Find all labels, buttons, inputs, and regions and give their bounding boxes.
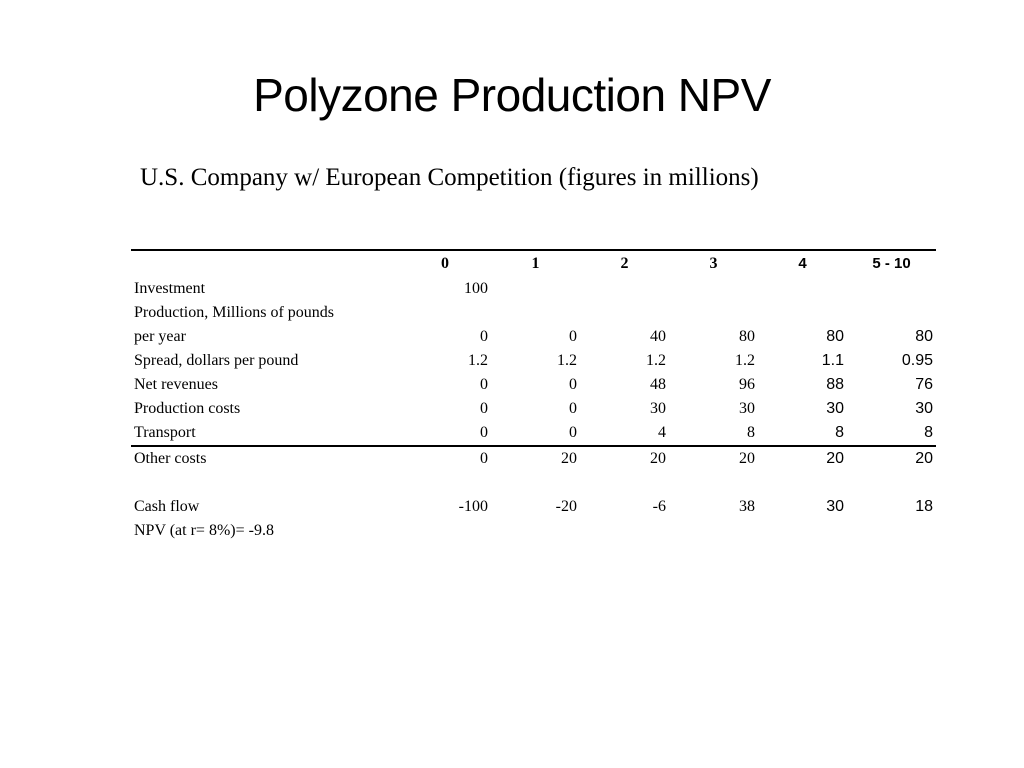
table-row (131, 446, 936, 471)
cell-value (399, 301, 491, 325)
table-row (131, 495, 936, 519)
cell-value: 30 (915, 400, 933, 417)
cell-value: 40 (650, 328, 666, 345)
table-row (131, 373, 936, 397)
row-label: Other costs (134, 450, 207, 467)
cell-value: 0 (569, 376, 577, 393)
row-label: Investment (134, 280, 206, 297)
cell-value: 38 (739, 498, 755, 515)
cell-value: 1.2 (646, 352, 666, 369)
table-row (131, 325, 936, 349)
row-label: Transport (131, 421, 399, 446)
row-label: Net revenues (134, 376, 218, 393)
cell-value: 8 (669, 421, 758, 446)
cell-value: 20 (915, 450, 933, 467)
cell-value: 8 (847, 421, 936, 446)
cell-value: 30 (826, 498, 844, 515)
cell-value (491, 277, 580, 301)
row-label: Cash flow (134, 498, 200, 515)
cell-value: 1.2 (735, 352, 755, 369)
cell-value: 88 (826, 376, 844, 393)
cell-value: 20 (826, 450, 844, 467)
cell-value (847, 277, 936, 301)
cell-value: 0 (399, 421, 491, 446)
cell-value: 20 (739, 450, 755, 467)
cell-value: 80 (739, 328, 755, 345)
row-label: per year (134, 328, 186, 345)
cell-value: 0 (569, 328, 577, 345)
cell-value (580, 301, 669, 325)
cell-value: 30 (826, 400, 844, 417)
cell-value: 48 (650, 376, 666, 393)
cell-value (758, 277, 847, 301)
cell-value: 1.2 (468, 352, 488, 369)
table-row (131, 301, 936, 325)
cell-value: -20 (555, 498, 577, 515)
cell-value: 1.1 (821, 352, 844, 369)
cell-value: 80 (826, 328, 844, 345)
header-year: 2 (620, 255, 629, 272)
spacer-cell (131, 471, 936, 495)
cell-value: 0 (569, 400, 577, 417)
npv-table (131, 249, 936, 543)
cell-value: 80 (915, 328, 933, 345)
cell-value (847, 301, 936, 325)
cell-value (669, 277, 758, 301)
cell-value: 30 (739, 400, 755, 417)
header-year: 5 - 10 (872, 255, 911, 272)
table-header (131, 250, 936, 277)
table-row (131, 421, 936, 446)
cell-value (491, 301, 580, 325)
row-label: Production, Millions of pounds (134, 304, 335, 321)
cell-value: 0 (480, 376, 488, 393)
cell-value: -6 (652, 498, 666, 515)
table-row (131, 277, 936, 301)
cell-value: 76 (915, 376, 933, 393)
cell-value (669, 301, 758, 325)
header-row (131, 250, 936, 277)
header-label-column (131, 250, 399, 277)
cell-value: 18 (915, 498, 933, 515)
row-label: Spread, dollars per pound (134, 352, 299, 369)
cell-value: 0 (480, 400, 488, 417)
cell-value (758, 301, 847, 325)
row-label: Production costs (134, 400, 241, 417)
spacer-row (131, 471, 936, 495)
cell-value: 30 (650, 400, 666, 417)
table-row (131, 397, 936, 421)
cell-value: 100 (464, 280, 488, 297)
slide-subtitle: U.S. Company w/ European Competition (figures in millions) (140, 164, 759, 191)
header-year: 0 (441, 255, 449, 272)
header-year: 1 (531, 255, 540, 272)
cell-value: 8 (758, 421, 847, 446)
slide-title: Polyzone Production NPV (253, 69, 771, 121)
cell-value: 96 (739, 376, 755, 393)
cell-value: 20 (561, 450, 577, 467)
table-body (131, 277, 936, 543)
header-year: 3 (709, 255, 718, 272)
header-year: 4 (798, 255, 807, 272)
cell-value: 4 (580, 421, 669, 446)
cell-value: 20 (650, 450, 666, 467)
cell-value: 0 (480, 328, 488, 345)
cell-value: 0 (491, 421, 580, 446)
cell-value: 0.95 (901, 352, 933, 369)
npv-row (131, 519, 936, 543)
cell-value: 0 (480, 450, 488, 467)
cell-value: -100 (458, 498, 488, 515)
table-row (131, 349, 936, 373)
cell-value (580, 277, 669, 301)
npv-note: NPV (at r= 8%)= -9.8 (134, 522, 274, 539)
cell-value: 1.2 (557, 352, 577, 369)
